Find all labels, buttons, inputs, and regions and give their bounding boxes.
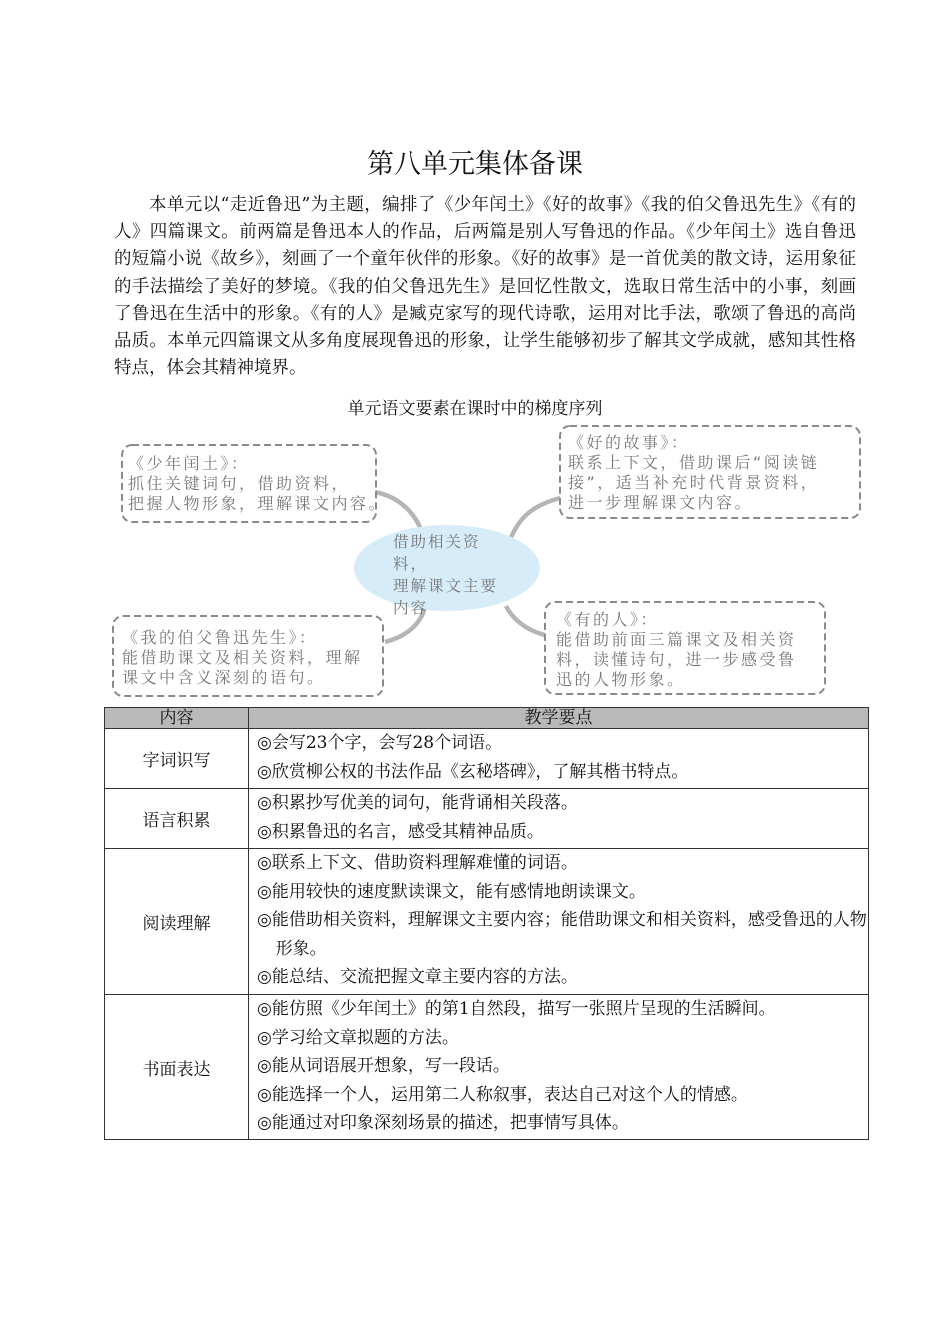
teaching-point: ◎能用较快的速度默读课文，能有感情地朗读课文。 [257, 881, 646, 902]
connector-top-right [510, 498, 560, 540]
teaching-point: ◎联系上下文、借助资料理解难懂的词语。 [257, 853, 578, 873]
table-row [105, 849, 869, 995]
table-header-row [105, 708, 869, 729]
node-youde-ren: 《有的人》： 能借助前面三篇课文及相关资 料，读懂诗句，进一步感受鲁 迅的人物形象。 [556, 610, 797, 689]
teaching-point: ◎能总结、交流把握文章主要内容的方法。 [257, 967, 578, 988]
table-row [105, 729, 869, 789]
teaching-point: ◎能仿照《少年闰土》的第1自然段，描写一张照片呈现的生活瞬间。 [257, 999, 776, 1019]
category-cell: 书面表达 [105, 995, 249, 1140]
table-row [105, 995, 869, 1140]
node-haode-gushi: 《好的故事》： 联系上下文，借助课后“阅读链 接”，适当补充时代背景资料， 进一步理解课文内容。 [568, 433, 820, 512]
points-cell [249, 995, 869, 1140]
diagram-caption: 单元语文要素在课时中的梯度序列 [347, 399, 603, 419]
center-concept: 借助相关资料， 理解课文主要 内容 [393, 533, 499, 617]
teaching-point: ◎会写23个字，会写28个词语。 [257, 733, 503, 753]
table-row [105, 789, 869, 849]
points-cell [249, 729, 869, 789]
teaching-point: ◎积累鲁迅的名言，感受其精神品质。 [257, 821, 544, 842]
node-bofu-luxun: 《我的伯父鲁迅先生》： 能借助课文及相关资料，理解 课文中含义深刻的语句。 [122, 628, 363, 687]
intro-paragraph: 本单元以“走近鲁迅”为主题，编排了《少年闰土》《好的故事》《我的伯父鲁迅先生》《有的人》四篇课文。前两篇是鲁迅本人的作品，后两篇是别人写鲁迅的作品。《少年闰土》选自鲁迅的短篇小说《故乡》，刻画了一个童年伙伴的形象。《好的故事》是一首优美的散文诗，运用象征的手法描绘了美好的梦境。《我的伯父鲁迅先生》是回忆性散文，选取日常生活中的小事，刻画了鲁迅在生活中的形象。《有的人》是臧克家写的现代诗歌，运用对比手法，歌颂了鲁迅的高尚品质。本单元四篇课文从多角度展现鲁迅的形象，让学生能够初步了解其文学成就，感知其性格特点，体会其精神境界。 [114, 195, 856, 379]
header-content: 内容 [105, 708, 249, 729]
teaching-point: ◎积累抄写优美的词句，能背诵相关段落。 [257, 793, 578, 813]
teaching-goals-table [104, 707, 869, 1140]
teaching-point: ◎能选择一个人，运用第二人称叙事，表达自己对这个人的情感。 [257, 1084, 748, 1105]
category-cell: 字词识写 [105, 729, 249, 789]
teaching-point: ◎能从词语展开想象，写一段话。 [257, 1056, 510, 1077]
header-teaching-points: 教学要点 [249, 708, 869, 729]
teaching-point: ◎欣赏柳公权的书法作品《玄秘塔碑》，了解其楷书特点。 [257, 761, 689, 782]
category-cell: 语言积累 [105, 789, 249, 849]
teaching-point: ◎能借助相关资料，理解课文主要内容；能借助课文和相关资料，感受鲁迅的人物形象。 [257, 910, 867, 959]
points-cell [249, 789, 869, 849]
page-title: 第八单元集体备课 [367, 149, 583, 180]
category-cell: 阅读理解 [105, 849, 249, 995]
teaching-point: ◎能通过对印象深刻场景的描述，把事情写具体。 [257, 1113, 629, 1134]
points-cell [249, 849, 869, 995]
teaching-point: ◎学习给文章拟题的方法。 [257, 1027, 459, 1048]
node-shaonian-runtu: 《少年闰土》： 抓住关键词句，借助资料， 把握人物形象，理解课文内容。 [128, 454, 388, 513]
